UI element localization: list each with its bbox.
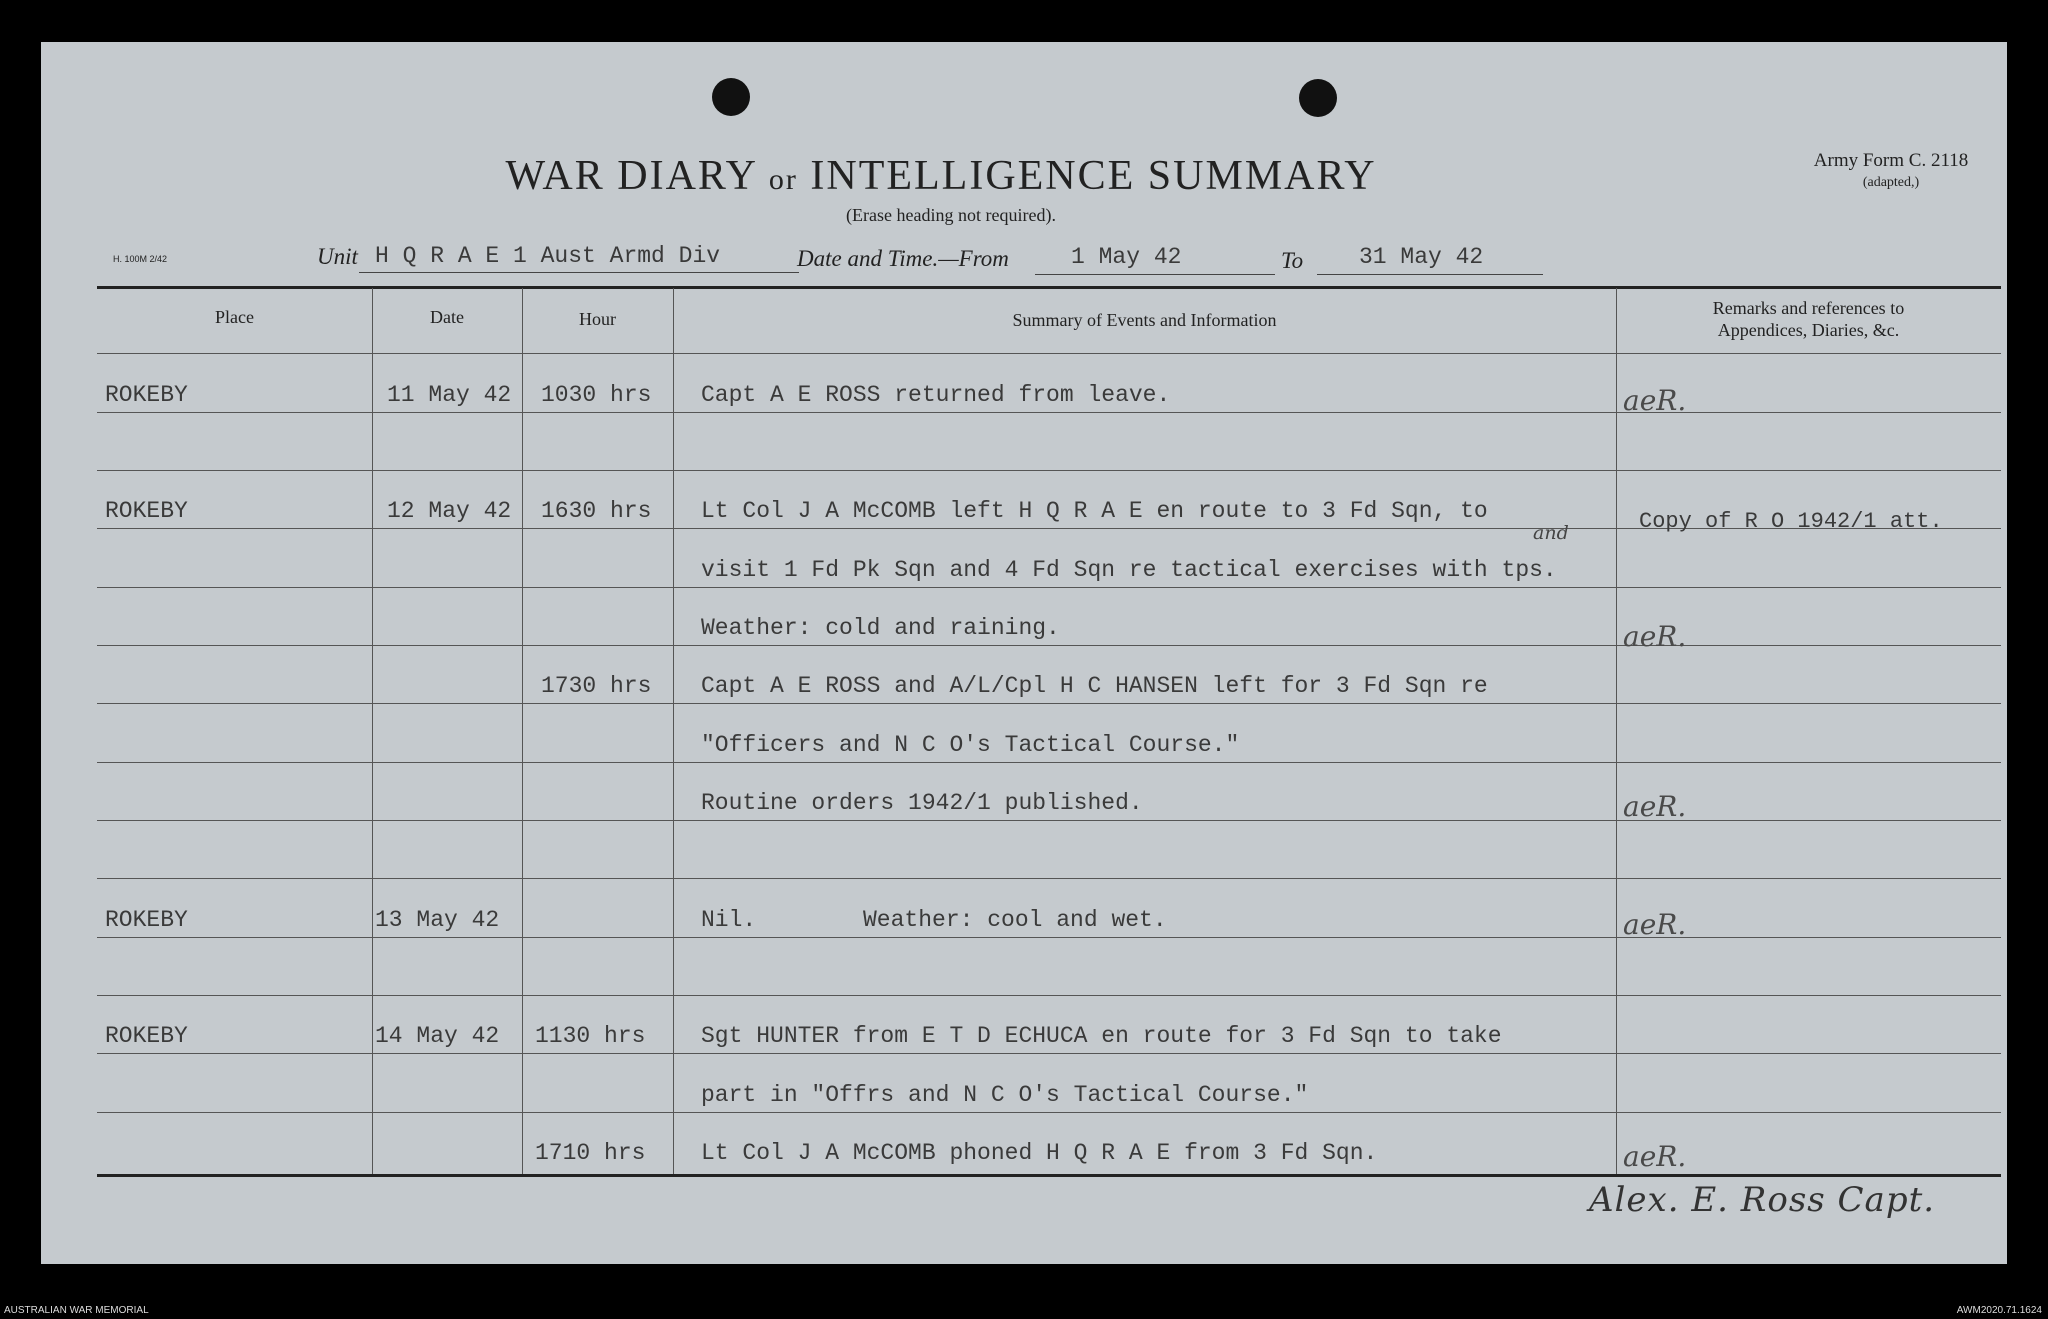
- row-summary: Capt A E ROSS and A/L/Cpl H C HANSEN left for 3 Fd Sqn re: [701, 673, 1488, 699]
- row-hour: 1630 hrs: [541, 498, 652, 524]
- row-summary: part in "Offrs and N C O's Tactical Course.": [701, 1082, 1309, 1108]
- column-header-date: Date: [430, 307, 464, 327]
- row-summary: Sgt HUNTER from E T D ECHUCA en route for 3 Fd Sqn to take: [701, 1023, 1502, 1049]
- column-header-remarks: Remarks and references to Appendices, Diaries, &c.: [1712, 298, 1905, 340]
- remark-ro-copy: Copy of R O 1942/1 att.: [1639, 509, 1943, 534]
- signature: Alex. E. Ross Capt.: [1589, 1180, 1936, 1220]
- column-header-place: Place: [215, 307, 254, 327]
- handwritten-insertion: and: [1533, 522, 1569, 544]
- row-place: ROKEBY: [105, 382, 188, 408]
- row-summary: Routine orders 1942/1 published.: [701, 790, 1143, 816]
- row-summary: Lt Col J A McCOMB phoned H Q R A E from 3 Fd Sqn.: [701, 1140, 1378, 1166]
- row-summary: Capt A E ROSS returned from leave.: [701, 382, 1171, 408]
- row-hour: 1710 hrs: [535, 1140, 646, 1166]
- row-hour: 1030 hrs: [541, 382, 652, 408]
- remark-initials: aeR.: [1623, 1140, 1687, 1173]
- diary-sheet: [41, 42, 2007, 1264]
- remark-initials: aeR.: [1623, 620, 1687, 653]
- from-date: 1 May 42: [1071, 244, 1182, 270]
- punch-hole-left: [712, 78, 750, 116]
- row-date: 14 May 42: [375, 1023, 500, 1049]
- table-bottom-rule: [97, 1174, 2001, 1177]
- date-time-label: Date and Time.—From: [797, 246, 1009, 271]
- remark-initials: aeR.: [1623, 790, 1687, 823]
- row-date: 11 May 42: [387, 382, 512, 408]
- column-header-hour: Hour: [579, 309, 616, 329]
- remark-initials: aeR.: [1623, 384, 1687, 417]
- erase-note: (Erase heading not required).: [846, 205, 1056, 225]
- to-label: To: [1281, 248, 1304, 273]
- to-date: 31 May 42: [1359, 244, 1484, 270]
- row-hour: 1130 hrs: [535, 1023, 646, 1049]
- row-summary: Weather: cold and raining.: [701, 615, 1060, 641]
- punch-hole-right: [1299, 79, 1337, 117]
- row-hour: 1730 hrs: [541, 673, 652, 699]
- row-place: ROKEBY: [105, 1023, 188, 1049]
- row-date: 13 May 42: [375, 907, 500, 933]
- unit-label: Unit: [317, 244, 358, 269]
- row-place: ROKEBY: [105, 907, 188, 933]
- column-header-summary: Summary of Events and Information: [1012, 310, 1277, 330]
- page-title: WAR DIARY or INTELLIGENCE SUMMARY: [505, 153, 1377, 199]
- unit-value: H Q R A E 1 Aust Armd Div: [375, 243, 721, 269]
- footer-institution: AUSTRALIAN WAR MEMORIAL: [4, 1305, 149, 1316]
- footer-accession-number: AWM2020.71.1624: [1956, 1305, 2042, 1316]
- row-date: 12 May 42: [387, 498, 512, 524]
- row-summary: visit 1 Fd Pk Sqn and 4 Fd Sqn re tactical exercises with tps.: [701, 557, 1557, 583]
- row-summary: Lt Col J A McCOMB left H Q R A E en route to 3 Fd Sqn, to: [701, 498, 1488, 524]
- row-summary: "Officers and N C O's Tactical Course.": [701, 732, 1240, 758]
- row-summary-weather: Weather: cool and wet.: [863, 907, 1167, 933]
- remark-initials: aeR.: [1623, 908, 1687, 941]
- row-place: ROKEBY: [105, 498, 188, 524]
- table-top-rule: [97, 286, 2001, 289]
- form-code: H. 100M 2/42: [113, 254, 168, 264]
- row-summary: Nil.: [701, 907, 757, 933]
- army-form-label: Army Form C. 2118 (adapted,): [1813, 150, 1969, 190]
